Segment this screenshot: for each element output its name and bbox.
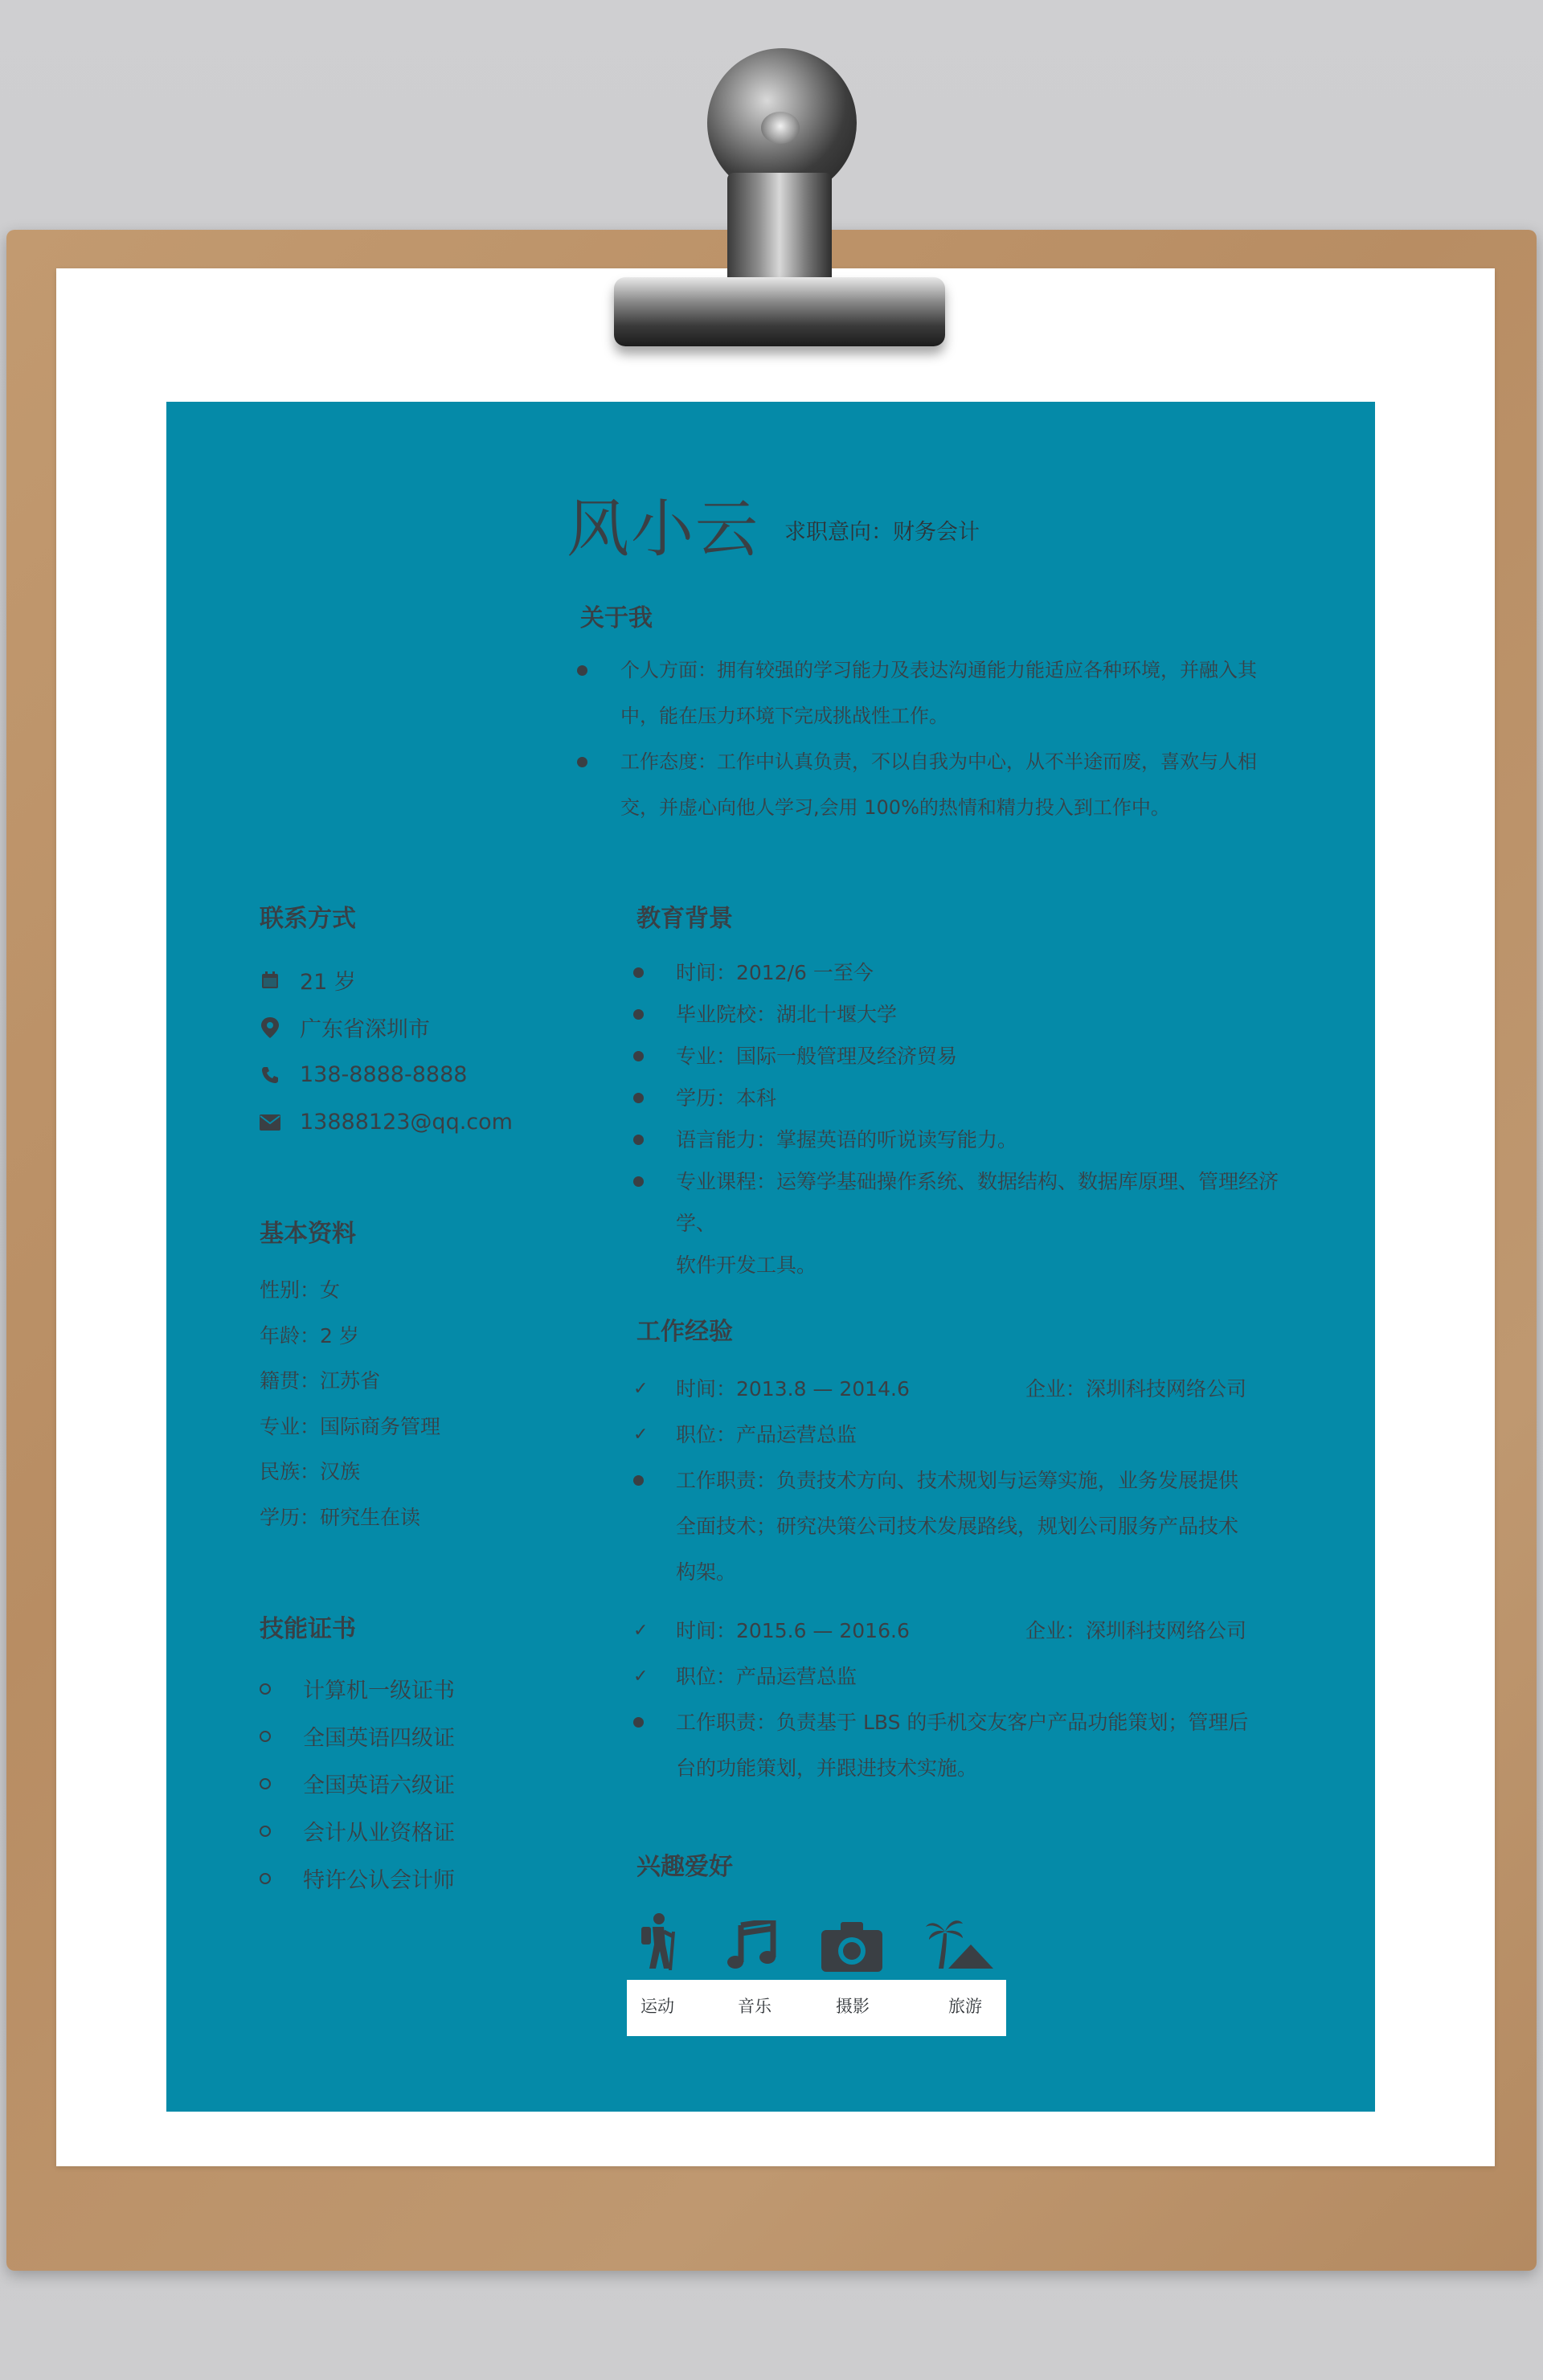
- work-position: ✓ 职位：产品运营总监: [633, 1412, 1316, 1458]
- location-icon: [260, 1017, 280, 1038]
- contact-location: 广东省深圳市: [260, 1004, 513, 1051]
- basic-list: [260, 1268, 440, 1540]
- candidate-name: 风小云: [567, 493, 760, 566]
- basic-item: 性别：女: [260, 1278, 341, 1302]
- basic-item: 籍贯：江苏省: [260, 1369, 381, 1392]
- education-item: 毕业院校：湖北十堰大学: [633, 994, 1316, 1036]
- basic-item: 专业：国际商务管理: [260, 1414, 441, 1438]
- bullet-icon: [633, 1475, 644, 1486]
- bullet-icon: [633, 1135, 644, 1145]
- check-icon: ✓: [633, 1666, 649, 1687]
- circle-bullet-icon: [260, 1778, 271, 1789]
- bullet-icon: [633, 1717, 644, 1728]
- bullet-icon: [633, 1093, 644, 1103]
- hiking-icon: [635, 1912, 683, 1970]
- circle-bullet-icon: [260, 1683, 271, 1695]
- basic-title: 基本资料: [260, 1220, 356, 1248]
- education-item: 学历：本科: [633, 1078, 1316, 1119]
- work-title: 工作经验: [636, 1318, 733, 1346]
- job-intent: 求职意向：财务会计: [784, 520, 980, 545]
- education-item: 专业课程：运筹学基础操作系统、数据结构、数据库原理、管理经济学、 软件开发工具。: [633, 1161, 1316, 1286]
- check-icon: ✓: [633, 1621, 649, 1641]
- work-duty: 工作职责：负责基于 LBS 的手机交友客户产品功能策划；管理后 台的功能策划，并跟进技术实施。: [633, 1699, 1316, 1791]
- check-icon: ✓: [633, 1379, 649, 1399]
- bullet-icon: [633, 1051, 644, 1061]
- contact-title: 联系方式: [260, 905, 356, 933]
- beach-icon: [926, 1916, 993, 1970]
- basic-item: 学历：研究生在读: [260, 1505, 421, 1529]
- skill-item: 全国英语六级证: [260, 1760, 455, 1807]
- skill-item: 计算机一级证书: [260, 1665, 455, 1712]
- work-position: ✓ 职位：产品运营总监: [633, 1654, 1316, 1699]
- work-job-2: [633, 1608, 1316, 1791]
- education-item: 专业：国际一般管理及经济贸易: [633, 1036, 1316, 1078]
- skill-item: 特许公认会计师: [260, 1855, 455, 1902]
- work-job-1: [633, 1366, 1316, 1595]
- about-list: [577, 648, 1292, 831]
- skill-item: 全国英语四级证: [260, 1712, 455, 1760]
- bullet-icon: [577, 757, 587, 767]
- basic-item: 年龄：2 岁: [260, 1323, 359, 1347]
- about-title: 关于我: [580, 604, 653, 632]
- about-item: 个人方面：拥有较强的学习能力及表达沟通能力能适应各种环境，并融入其 中，能在压力环境下完成挑战性工作。: [577, 648, 1292, 739]
- check-icon: ✓: [633, 1425, 649, 1445]
- circle-bullet-icon: [260, 1731, 271, 1742]
- contact-list: [260, 956, 513, 1146]
- skills-title: 技能证书: [260, 1615, 356, 1643]
- work-time: ✓ 时间：2015.6 — 2016.6 企业：深圳科技网络公司: [633, 1608, 1316, 1654]
- contact-email: 13888123@qq.com: [260, 1098, 513, 1146]
- bullet-icon: [633, 1176, 644, 1187]
- circle-bullet-icon: [260, 1873, 271, 1884]
- hobbies-title: 兴趣爱好: [636, 1853, 733, 1881]
- bullet-icon: [633, 967, 644, 978]
- work-time: ✓ 时间：2013.8 — 2014.6 企业：深圳科技网络公司: [633, 1366, 1316, 1412]
- work-company: 企业：深圳科技网络公司: [1025, 1377, 1247, 1401]
- bullet-icon: [633, 1009, 644, 1020]
- education-item: 语言能力：掌握英语的听说读写能力。: [633, 1119, 1316, 1161]
- calendar-icon: [260, 970, 280, 991]
- bullet-icon: [577, 665, 587, 676]
- hobby-label-photography: 摄影: [836, 1997, 870, 2016]
- hobby-label-sport: 运动: [641, 1997, 674, 2016]
- phone-icon: [260, 1065, 280, 1086]
- camera-icon: [821, 1922, 882, 1972]
- skills-list: [260, 1665, 455, 1902]
- music-icon: [726, 1920, 776, 1970]
- circle-bullet-icon: [260, 1826, 271, 1837]
- about-item: 工作态度：工作中认真负责，不以自我为中心，从不半途而废，喜欢与人相 交，并虚心向他人学习,会用 100%的热情和精力投入到工作中。: [577, 739, 1292, 831]
- hobby-label-travel: 旅游: [948, 1997, 982, 2016]
- education-title: 教育背景: [636, 905, 733, 933]
- work-company: 企业：深圳科技网络公司: [1025, 1619, 1247, 1642]
- contact-age: 21 岁: [260, 956, 513, 1004]
- hobby-label-music: 音乐: [738, 1997, 772, 2016]
- work-duty: 工作职责：负责技术方向、技术规划与运筹实施，业务发展提供 全面技术；研究决策公司技术发展路线，规划公司服务产品技术 构架。: [633, 1458, 1316, 1595]
- education-item: 时间：2012/6 一至今: [633, 952, 1316, 994]
- education-list: [633, 952, 1316, 1286]
- mail-icon: [260, 1112, 280, 1133]
- basic-item: 民族：汉族: [260, 1460, 361, 1483]
- skill-item: 会计从业资格证: [260, 1807, 455, 1855]
- contact-phone: 138-8888-8888: [260, 1051, 513, 1098]
